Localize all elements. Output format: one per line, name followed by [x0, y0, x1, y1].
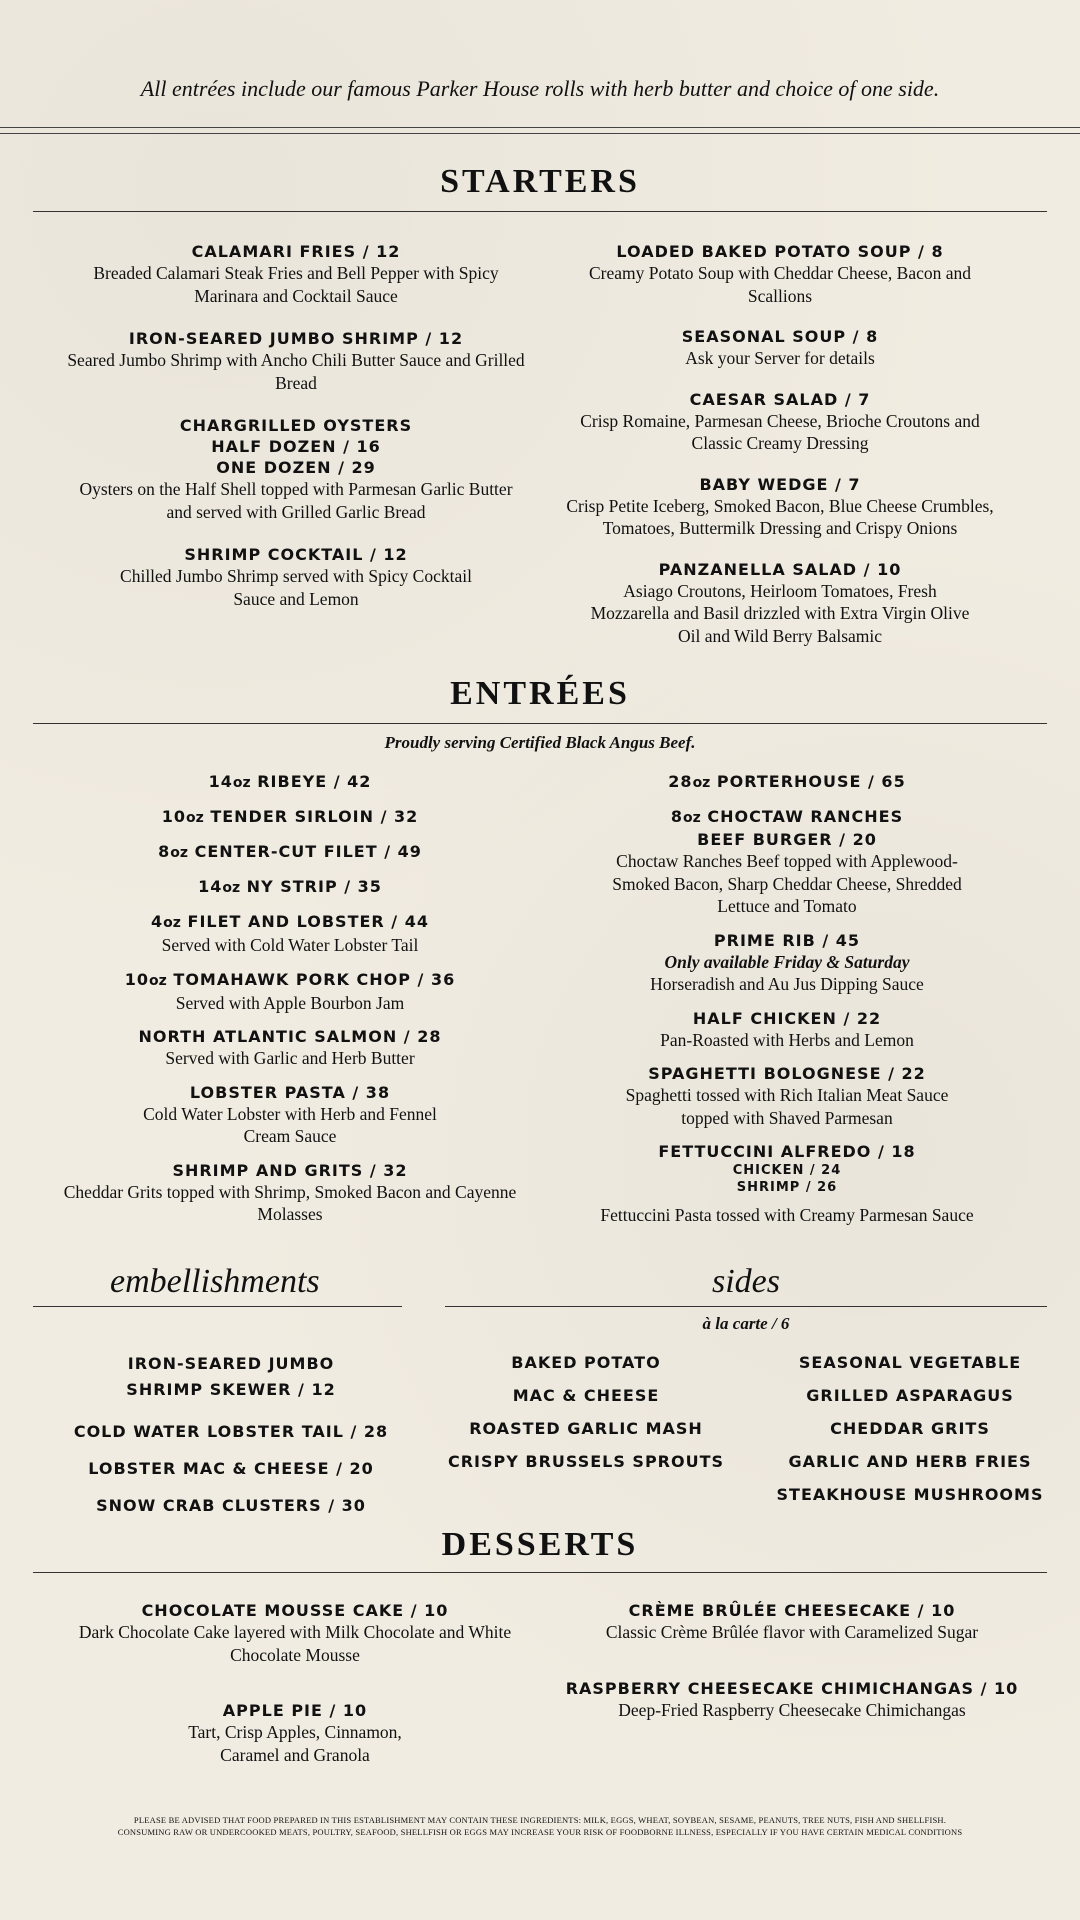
- desserts-left-column: [75, 1600, 515, 1766]
- item-name: PRIME RIB / 45: [713, 930, 861, 950]
- item-description: Crisp Romaine, Parmesan Cheese, Brioche Croutons and Classic Creamy Dressing: [580, 410, 980, 453]
- item-name: BABY WEDGE / 7: [699, 474, 861, 494]
- sides-column-2: [760, 1346, 1060, 1511]
- item-description: Oysters on the Half Shell topped with Parmesan Garlic Butter and served with Grilled Garlic Bread: [79, 479, 513, 522]
- item-name: 10oz TENDER SIRLOIN / 32: [161, 807, 419, 826]
- starters-rule: [33, 211, 1047, 212]
- desserts-title: DESSERTS: [441, 1526, 639, 1563]
- item-name: NORTH ATLANTIC SALMON / 28: [138, 1027, 442, 1046]
- item-description: Served with Apple Bourbon Jam: [175, 992, 405, 1013]
- menu-item: [560, 1063, 1014, 1129]
- item-name: IRON-SEARED JUMBO SHRIMP / 12: [128, 329, 464, 348]
- item-description: Pan-Roasted with Herbs and Lemon: [660, 1029, 914, 1050]
- item-price-option: HALF DOZEN / 16: [211, 437, 381, 456]
- item-name: CHARGRILLED OYSTERS: [179, 416, 413, 435]
- item-description: Breaded Calamari Steak Fries and Bell Pepper with Spicy Marinara and Cocktail Sauce: [93, 263, 499, 306]
- item-description: Spaghetti tossed with Rich Italian Meat Sauce topped with Shaved Parmesan: [625, 1085, 949, 1128]
- embellishment-item: COLD WATER LOBSTER TAIL / 28: [73, 1422, 389, 1441]
- item-description: Cold Water Lobster with Herb and Fennel Cream Sauce: [143, 1103, 437, 1146]
- menu-item: [538, 241, 1022, 307]
- menu-item: [60, 1026, 520, 1070]
- entrees-left-column: [60, 771, 520, 1226]
- item-description: Deep-Fried Raspberry Cheesecake Chimichangas: [618, 1699, 966, 1720]
- menu-item: [60, 241, 532, 307]
- item-name: 28oz PORTERHOUSE / 65: [668, 772, 906, 791]
- menu-item: [60, 806, 520, 829]
- menu-item: [560, 806, 1014, 918]
- item-name: CALAMARI FRIES / 12: [191, 242, 401, 261]
- item-name: SPAGHETTI BOLOGNESE / 22: [648, 1064, 926, 1083]
- desserts-right-column: [545, 1600, 1039, 1721]
- side-item: MAC & CHEESE: [512, 1386, 660, 1405]
- item-name: 8oz CHOCTAW RANCHES: [670, 807, 904, 826]
- menu-item: [60, 911, 520, 957]
- starters-title: STARTERS: [440, 163, 640, 200]
- item-name: CAESAR SALAD / 7: [689, 389, 871, 409]
- sides-rule: [445, 1306, 1047, 1307]
- menu-item: [75, 1700, 515, 1766]
- item-description: Tart, Crisp Apples, Cinnamon, Caramel and Granola: [188, 1722, 402, 1765]
- menu-item: [545, 1678, 1039, 1722]
- side-item: ROASTED GARLIC MASH: [469, 1419, 703, 1438]
- item-name: PANZANELLA SALAD / 10: [658, 559, 902, 579]
- embellishments-title: embellishments: [110, 1263, 320, 1300]
- sides-price-note: à la carte / 6: [702, 1314, 790, 1333]
- side-item: CHEDDAR GRITS: [830, 1419, 990, 1438]
- item-description: Cheddar Grits topped with Shrimp, Smoked Bacon and Cayenne Molasses: [63, 1181, 517, 1224]
- menu-item: [60, 969, 520, 1015]
- starters-left-column: [60, 241, 532, 626]
- item-name: LOADED BAKED POTATO SOUP / 8: [616, 242, 944, 261]
- divider: [0, 127, 1080, 128]
- item-name: CHOCOLATE MOUSSE CAKE / 10: [141, 1601, 449, 1620]
- sides-column-1: [436, 1346, 736, 1478]
- menu-item: [60, 544, 532, 610]
- item-description: Ask your Server for details: [685, 348, 875, 368]
- item-name: 4oz FILET AND LOBSTER / 44: [151, 912, 429, 931]
- menu-item: [538, 474, 1022, 540]
- item-name: 8oz CENTER-CUT FILET / 49: [158, 842, 422, 861]
- item-name: 14oz RIBEYE / 42: [208, 772, 372, 791]
- item-description: Creamy Potato Soup with Cheddar Cheese, Bacon and Scallions: [588, 263, 971, 306]
- item-description: Classic Crème Brûlée flavor with Caramelized Sugar: [605, 1622, 979, 1642]
- item-name: LOBSTER PASTA / 38: [189, 1082, 391, 1102]
- menu-item: [560, 1141, 1014, 1227]
- item-name: SEASONAL SOUP / 8: [681, 327, 879, 346]
- menu-item: [60, 771, 520, 794]
- entrees-tagline: Proudly serving Certified Black Angus Beef.: [384, 733, 696, 752]
- entrees-rule: [33, 723, 1047, 724]
- menu-item: [538, 326, 1022, 370]
- intro-note: All entrées include our famous Parker House rolls with herb butter and choice of one side.: [140, 76, 940, 101]
- item-name: RASPBERRY CHEESECAKE CHIMICHANGAS / 10: [565, 1678, 1019, 1698]
- item-name: SHRIMP AND GRITS / 32: [172, 1160, 408, 1180]
- item-description: Asiago Croutons, Heirloom Tomatoes, Fresh Mozzarella and Basil drizzled with Extra Virgin Olive Oil and Wild Berry Balsamic: [590, 580, 970, 646]
- menu-item: [75, 1600, 515, 1666]
- side-item: SEASONAL VEGETABLE: [798, 1353, 1022, 1372]
- disclaimer-line: PLEASE BE ADVISED THAT FOOD PREPARED IN THIS ESTABLISHMENT MAY CONTAIN THESE INGREDIENTS: MILK, EGGS, WHEAT, SOYBEAN, SESAME, PEANUTS, TREE NUTS, FISH AND SHELLFISH.: [133, 1815, 947, 1825]
- embellishment-item: IRON-SEARED JUMBO SHRIMP SKEWER / 12: [126, 1354, 336, 1399]
- side-item: GARLIC AND HERB FRIES: [788, 1452, 1032, 1471]
- menu-item: [538, 559, 1022, 648]
- embellishment-item: LOBSTER MAC & CHEESE / 20: [88, 1459, 374, 1478]
- item-description: Horseradish and Au Jus Dipping Sauce: [650, 974, 924, 994]
- item-description: Chilled Jumbo Shrimp served with Spicy Cocktail Sauce and Lemon: [120, 566, 472, 609]
- embellishments-rule: [33, 1306, 402, 1307]
- embellishment-item: SNOW CRAB CLUSTERS / 30: [96, 1496, 366, 1515]
- side-item: GRILLED ASPARAGUS: [806, 1386, 1014, 1405]
- item-name: FETTUCCINI ALFREDO / 18: [658, 1142, 916, 1161]
- item-description: Fettuccini Pasta tossed with Creamy Parmesan Sauce: [600, 1205, 974, 1225]
- item-price-option: ONE DOZEN / 29: [216, 458, 376, 477]
- menu-item: [560, 1008, 1014, 1052]
- disclaimer-line: CONSUMING RAW OR UNDERCOOKED MEATS, POULTRY, SEAFOOD, SHELLFISH OR EGGS MAY INCREASE YOUR RISK OF FOODBORNE ILLNESS, ESPECIALLY IF YOU HAVE CERTAIN MEDICAL CONDITIONS: [117, 1827, 963, 1837]
- menu-item: [60, 328, 532, 394]
- side-item: CRISPY BRUSSELS SPROUTS: [447, 1452, 725, 1471]
- allergen-disclaimer: [60, 1814, 1020, 1838]
- sides-title: sides: [712, 1263, 780, 1300]
- menu-item: [60, 1082, 520, 1148]
- divider: [0, 133, 1080, 134]
- side-item: BAKED POTATO: [511, 1353, 661, 1372]
- menu-item: [545, 1600, 1039, 1644]
- menu-item: [538, 389, 1022, 455]
- item-name: HALF CHICKEN / 22: [692, 1008, 882, 1028]
- item-availability-note: Only available Friday & Saturday: [664, 951, 910, 972]
- embellishments-list: [33, 1351, 429, 1524]
- menu-item: [60, 841, 520, 864]
- item-price-option: SHRIMP / 26: [736, 1180, 838, 1195]
- item-description: Served with Cold Water Lobster Tail: [161, 935, 419, 955]
- item-description: Choctaw Ranches Beef topped with Applewood-Smoked Bacon, Sharp Cheddar Cheese, Shredded Lettuce and Tomato: [612, 851, 962, 916]
- menu-item: [60, 1160, 520, 1226]
- item-name: SHRIMP COCKTAIL / 12: [184, 545, 408, 564]
- item-name-line2: BEEF BURGER / 20: [697, 830, 877, 849]
- menu-item: [60, 415, 532, 523]
- starters-right-column: [538, 241, 1022, 663]
- entrees-right-column: [560, 771, 1014, 1227]
- item-name: 14oz NY STRIP / 35: [198, 877, 382, 896]
- item-name: CRÈME BRÛLÉE CHEESECAKE / 10: [628, 1601, 956, 1620]
- item-price-option: CHICKEN / 24: [732, 1163, 842, 1178]
- entrees-title: ENTRÉES: [450, 675, 630, 712]
- item-description: Crisp Petite Iceberg, Smoked Bacon, Blue Cheese Crumbles, Tomatoes, Buttermilk Dressing and Crispy Onions: [566, 495, 994, 538]
- desserts-rule: [33, 1572, 1047, 1573]
- menu-item: [60, 876, 520, 899]
- menu-item: [560, 771, 1014, 794]
- side-item: STEAKHOUSE MUSHROOMS: [776, 1485, 1044, 1504]
- menu-item: [560, 930, 1014, 996]
- item-description: Dark Chocolate Cake layered with Milk Chocolate and White Chocolate Mousse: [78, 1622, 512, 1665]
- item-name: APPLE PIE / 10: [222, 1701, 368, 1720]
- item-description: Seared Jumbo Shrimp with Ancho Chili Butter Sauce and Grilled Bread: [67, 350, 525, 393]
- item-name: 10oz TOMAHAWK PORK CHOP / 36: [124, 969, 456, 989]
- item-description: Served with Garlic and Herb Butter: [165, 1048, 415, 1068]
